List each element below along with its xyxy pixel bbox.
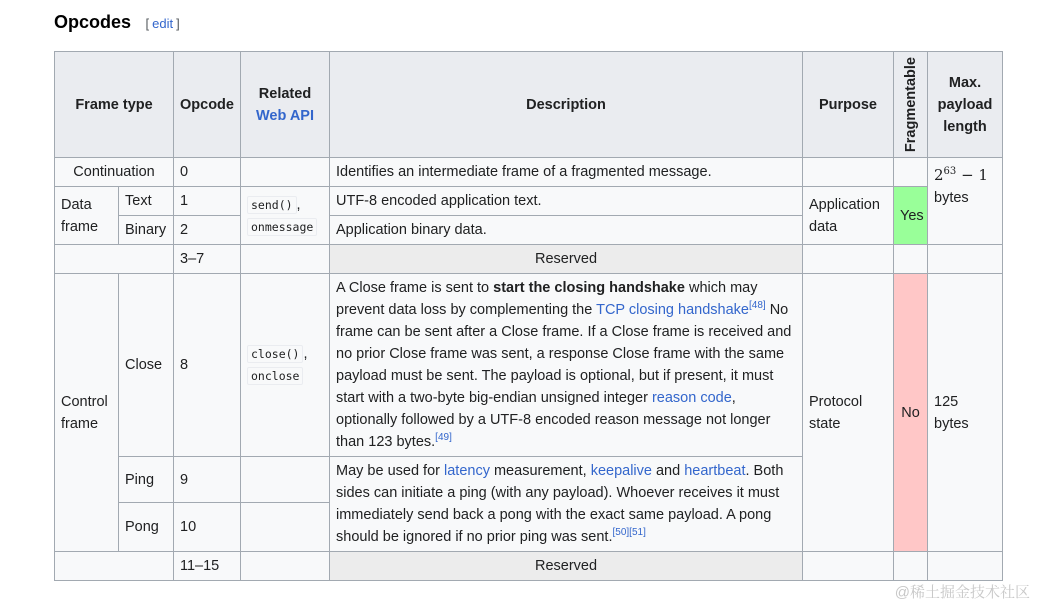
max-payload-cell (928, 245, 1003, 274)
frame-group-data: Data frame (55, 187, 119, 245)
edit-section (145, 16, 179, 31)
reserved-cell: Reserved (330, 552, 803, 581)
purpose-cell (803, 245, 894, 274)
header-description: Description (330, 52, 803, 158)
table-row (55, 274, 1003, 457)
desc-bold: start the closing handshake (493, 280, 685, 296)
description-close (330, 274, 803, 457)
api-send: send() (247, 196, 297, 214)
api-cell (241, 457, 330, 503)
purpose-control: Protocol state (803, 274, 894, 552)
api-close-fn: close() (247, 345, 303, 363)
section-title: Opcodes (54, 12, 132, 32)
tcp-closing-handshake-link[interactable]: TCP closing handshake (596, 302, 749, 318)
edit-bracket-open: [ (145, 16, 150, 31)
desc-text: which may prevent data loss by complementing the (336, 280, 758, 318)
formula-rest: − 1 (961, 166, 988, 184)
edit-bracket-close: ] (176, 16, 180, 31)
ref-48[interactable]: [48] (748, 300, 766, 312)
api-onclose: onclose (247, 367, 303, 385)
desc-text: May be used for (336, 463, 444, 479)
formula-exponent: 63 (943, 166, 957, 177)
max-payload-data (928, 158, 1003, 245)
header-related-label: Related (258, 85, 312, 102)
api-onmessage: onmessage (247, 218, 317, 236)
keepalive-link[interactable]: keepalive (590, 463, 652, 479)
header-fragmentable-label: Fragmentable (902, 56, 919, 153)
frame-type-ping: Ping (119, 457, 174, 503)
table-row (55, 187, 1003, 216)
frame-type-binary: Binary (119, 216, 174, 245)
latency-link[interactable]: latency (444, 463, 490, 479)
fragmentable-cell (894, 245, 928, 274)
fragmentable-no: No (894, 274, 928, 552)
api-cell (241, 245, 330, 274)
description-cell: UTF-8 encoded application text. (330, 187, 803, 216)
frame-type-empty (55, 245, 174, 274)
header-max-payload: Max. payload length (928, 52, 1003, 158)
table-row (55, 552, 1003, 581)
max-payload-formula (934, 166, 988, 184)
opcode-cell: 2 (174, 216, 241, 245)
desc-text: A Close frame is sent to (336, 280, 494, 296)
frame-type-text: Text (119, 187, 174, 216)
desc-text: , optionally followed by a UTF-8 encoded reason message not longer than 123 bytes. (336, 390, 771, 450)
heartbeat-link[interactable]: heartbeat (684, 463, 746, 479)
header-frame-type: Frame type (55, 52, 174, 158)
table-row (55, 158, 1003, 187)
api-close (241, 274, 330, 457)
table-row (55, 245, 1003, 274)
api-separator: , (303, 346, 308, 362)
header-purpose: Purpose (803, 52, 894, 158)
api-separator: , (296, 196, 301, 213)
fragmentable-cell (894, 158, 928, 187)
opcode-cell: 0 (174, 158, 241, 187)
edit-link[interactable]: edit (152, 16, 174, 31)
ref-51[interactable]: [51] (629, 527, 646, 539)
opcode-cell: 3–7 (174, 245, 241, 274)
header-related-web-api (241, 52, 330, 158)
max-payload-control: 125 bytes (928, 274, 1003, 552)
web-api-link[interactable]: Web API (255, 107, 314, 124)
opcodes-table (54, 51, 1003, 581)
frame-type-pong: Pong (119, 503, 174, 552)
header-fragmentable (894, 52, 928, 158)
description-ping-pong (330, 457, 803, 552)
opcode-cell: 8 (174, 274, 241, 457)
api-data (241, 187, 330, 245)
api-cell (241, 503, 330, 552)
opcode-cell: 11–15 (174, 552, 241, 581)
frame-type-close: Close (119, 274, 174, 457)
api-cell (241, 552, 330, 581)
frame-type-empty (55, 552, 174, 581)
formula-base: 2 (934, 166, 944, 184)
frame-type-continuation: Continuation (55, 158, 174, 187)
fragmentable-cell (894, 552, 928, 581)
opcode-cell: 9 (174, 457, 241, 503)
description-cell: Identifies an intermediate frame of a fragmented message. (330, 158, 803, 187)
frame-group-control: Control frame (55, 274, 119, 552)
desc-text: measurement, (489, 463, 591, 479)
purpose-cell (803, 552, 894, 581)
desc-text: No frame can be sent after a Close frame. If a Close frame is received and no prior Close frame was sent, a response Close frame with the same payload must be sent. The payload is optional, but if present, it must start with a two-byte big-endian unsigned integer (336, 302, 792, 406)
description-cell: Application binary data. (330, 216, 803, 245)
desc-text: . Both sides can initiate a ping (with any payload). Whoever receives it must immediately send back a pong with the exact same payload. A pong should be ignored if no prior ping was sent. (336, 463, 784, 545)
header-row (55, 52, 1003, 158)
ref-49[interactable]: [49] (435, 432, 452, 444)
opcode-cell: 1 (174, 187, 241, 216)
max-payload-cell (928, 552, 1003, 581)
watermark: @稀土掘金技术社区 (894, 584, 1030, 601)
purpose-data: Application data (803, 187, 894, 245)
desc-text: and (651, 463, 685, 479)
header-opcode: Opcode (174, 52, 241, 158)
reserved-cell: Reserved (330, 245, 803, 274)
api-cell (241, 158, 330, 187)
opcode-cell: 10 (174, 503, 241, 552)
fragmentable-yes: Yes (894, 187, 928, 245)
purpose-cell (803, 158, 894, 187)
section-heading (54, 12, 180, 33)
ref-50[interactable]: [50] (612, 527, 630, 539)
reason-code-link[interactable]: reason code (651, 390, 732, 406)
max-payload-unit: bytes (934, 190, 969, 206)
